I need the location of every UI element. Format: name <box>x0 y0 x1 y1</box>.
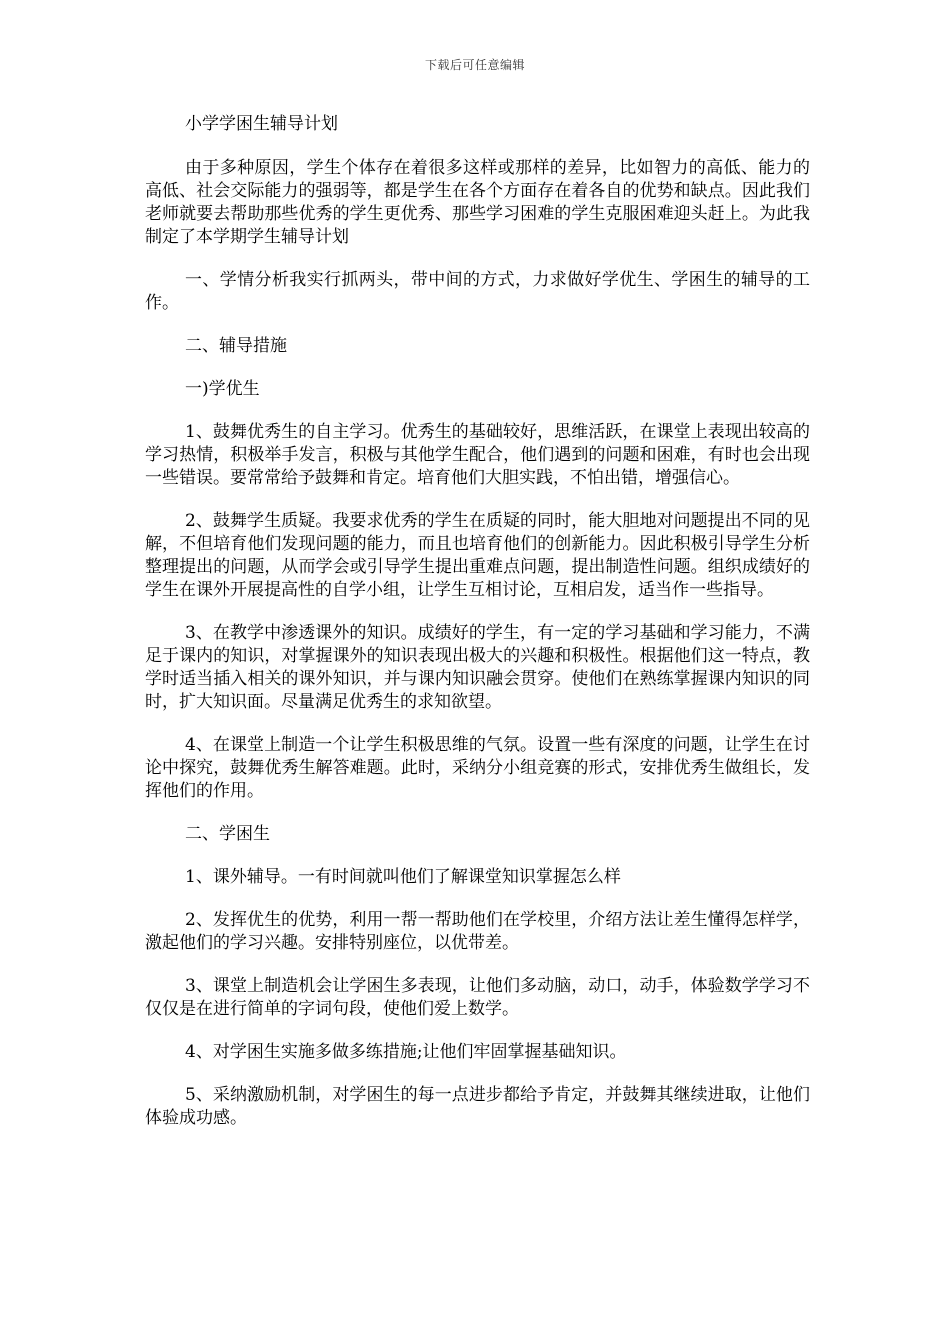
section-heading-measures: 二、辅导措施 <box>185 336 287 356</box>
paragraph-struggling-2: 2、发挥优生的优势，利用一帮一帮助他们在学校里，介绍方法让差生懂得怎样学，激起他们的学习兴趣。安排特别座位，以优带差。 <box>145 910 810 953</box>
paragraph-struggling-4: 4、对学困生实施多做多练措施;让他们牢固掌握基础知识。 <box>185 1042 627 1062</box>
paragraph-situation-analysis: 一、学情分析我实行抓两头，带中间的方式，力求做好学优生、学困生的辅导的工作。 <box>145 270 810 313</box>
paragraph-struggling-1: 1、课外辅导。一有时间就叫他们了解课堂知识掌握怎么样 <box>185 867 621 887</box>
subsection-heading-struggling-students: 二、学困生 <box>185 824 270 844</box>
document-title: 小学学困生辅导计划 <box>185 114 338 134</box>
paragraph-struggling-5: 5、采纳激励机制，对学困生的每一点进步都给予肯定，并鼓舞其继续进取，让他们体验成功感。 <box>145 1085 810 1128</box>
paragraph-top-2: 2、鼓舞学生质疑。我要求优秀的学生在质疑的同时，能大胆地对问题提出不同的见解，不但培育他们发现问题的能力，而且也培育他们的创新能力。因此积极引导学生分析整理提出的问题，从而学会或引导学生提出重难点问题，提出制造性问题。组织成绩好的学生在课外开展提高性的自学小组，让学生互相讨论，互相启发，适当作一些指导。 <box>145 511 810 600</box>
document-body <box>145 113 810 1150</box>
paragraph-top-3: 3、在教学中渗透课外的知识。成绩好的学生，有一定的学习基础和学习能力，不满足于课内的知识，对掌握课外的知识表现出极大的兴趣和积极性。根据他们这一特点，教学时适当插入相关的课外知识，并与课内知识融会贯穿。使他们在熟练掌握课内知识的同时，扩大知识面。尽量满足优秀生的求知欲望。 <box>145 623 810 712</box>
page-header: 下载后可任意编辑 <box>424 58 525 72</box>
paragraph-top-4: 4、在课堂上制造一个让学生积极思维的气氛。设置一些有深度的问题，让学生在讨论中探究，鼓舞优秀生解答难题。此时，采纳分小组竞赛的形式，安排优秀生做组长，发挥他们的作用。 <box>145 735 810 801</box>
paragraph-intro: 由于多种原因，学生个体存在着很多这样或那样的差异，比如智力的高低、能力的高低、社会交际能力的强弱等，都是学生在各个方面存在着各自的优势和缺点。因此我们老师就要去帮助那些优秀的学生更优秀、那些学习困难的学生克服困难迎头赶上。为此我制定了本学期学生辅导计划 <box>145 158 810 247</box>
paragraph-top-1: 1、鼓舞优秀生的自主学习。优秀生的基础较好，思维活跃，在课堂上表现出较高的学习热情，积极举手发言，积极与其他学生配合，他们遇到的问题和困难，有时也会出现一些错误。要常常给予鼓舞和肯定。培育他们大胆实践，不怕出错，增强信心。 <box>145 422 810 488</box>
subsection-heading-top-students: 一)学优生 <box>185 379 260 399</box>
paragraph-struggling-3: 3、课堂上制造机会让学困生多表现，让他们多动脑，动口，动手，体验数学学习不仅仅是在进行简单的字词句段，使他们爱上数学。 <box>145 976 810 1019</box>
